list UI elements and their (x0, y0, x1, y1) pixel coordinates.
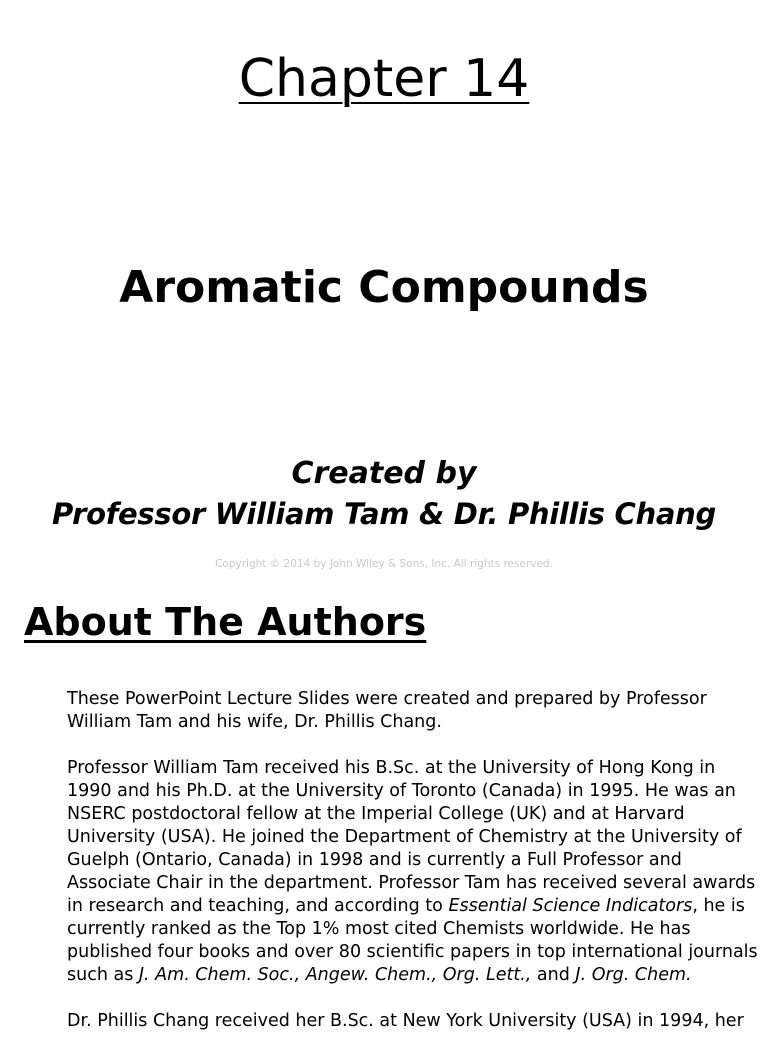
text-line: NSERC postdoctoral fellow at the Imperial College (UK) and at Harvard (67, 804, 685, 824)
paragraph-intro (67, 688, 757, 734)
about-authors-body (67, 688, 757, 1056)
text-line: William Tam and his wife, Dr. Phillis Chang. (67, 712, 442, 732)
paragraph-william-tam (67, 757, 757, 987)
publication-name: Essential Science Indicators (448, 896, 693, 916)
text-run: , he is (692, 896, 745, 916)
text-run: in research and teaching, and according to (67, 896, 449, 916)
authors-line: Professor William Tam & Dr. Phillis Chang (52, 497, 716, 531)
paragraph-phillis-chang (67, 1010, 757, 1033)
text-line (67, 895, 757, 918)
text-line: 1990 and his Ph.D. at the University of Toronto (Canada) in 1995. He was an (67, 781, 736, 801)
text-line: University (USA). He joined the Department of Chemistry at the University of (67, 827, 742, 847)
copyright-notice: Copyright © 2014 by John Wiley & Sons, Inc. All rights reserved. (215, 558, 553, 570)
text-line: published four books and over 80 scientific papers in top international journals (67, 942, 758, 962)
chapter-title: Chapter 14 (238, 49, 530, 109)
text-line: These PowerPoint Lecture Slides were created and prepared by Professor (67, 689, 707, 709)
text-line: Associate Chair in the department. Professor Tam has received several awards (67, 873, 756, 893)
text-run: such as (67, 965, 139, 985)
text-line: Dr. Phillis Chang received her B.Sc. at New York University (USA) in 1994, her (67, 1011, 744, 1031)
slide-title: Aromatic Compounds (119, 262, 649, 313)
text-line: Guelph (Ontario, Canada) in 1998 and is currently a Full Professor and (67, 850, 682, 870)
text-line: Professor William Tam received his B.Sc. at the University of Hong Kong in (67, 758, 716, 778)
about-authors-heading: About The Authors (24, 600, 427, 644)
created-by-label: Created by (291, 456, 477, 491)
text-line (67, 964, 757, 987)
journal-name: J. Org. Chem. (575, 965, 692, 985)
text-line: currently ranked as the Top 1% most cited Chemists worldwide. He has (67, 919, 691, 939)
text-run: and (531, 965, 576, 985)
journal-names: J. Am. Chem. Soc., Angew. Chem., Org. Lett., (138, 965, 532, 985)
